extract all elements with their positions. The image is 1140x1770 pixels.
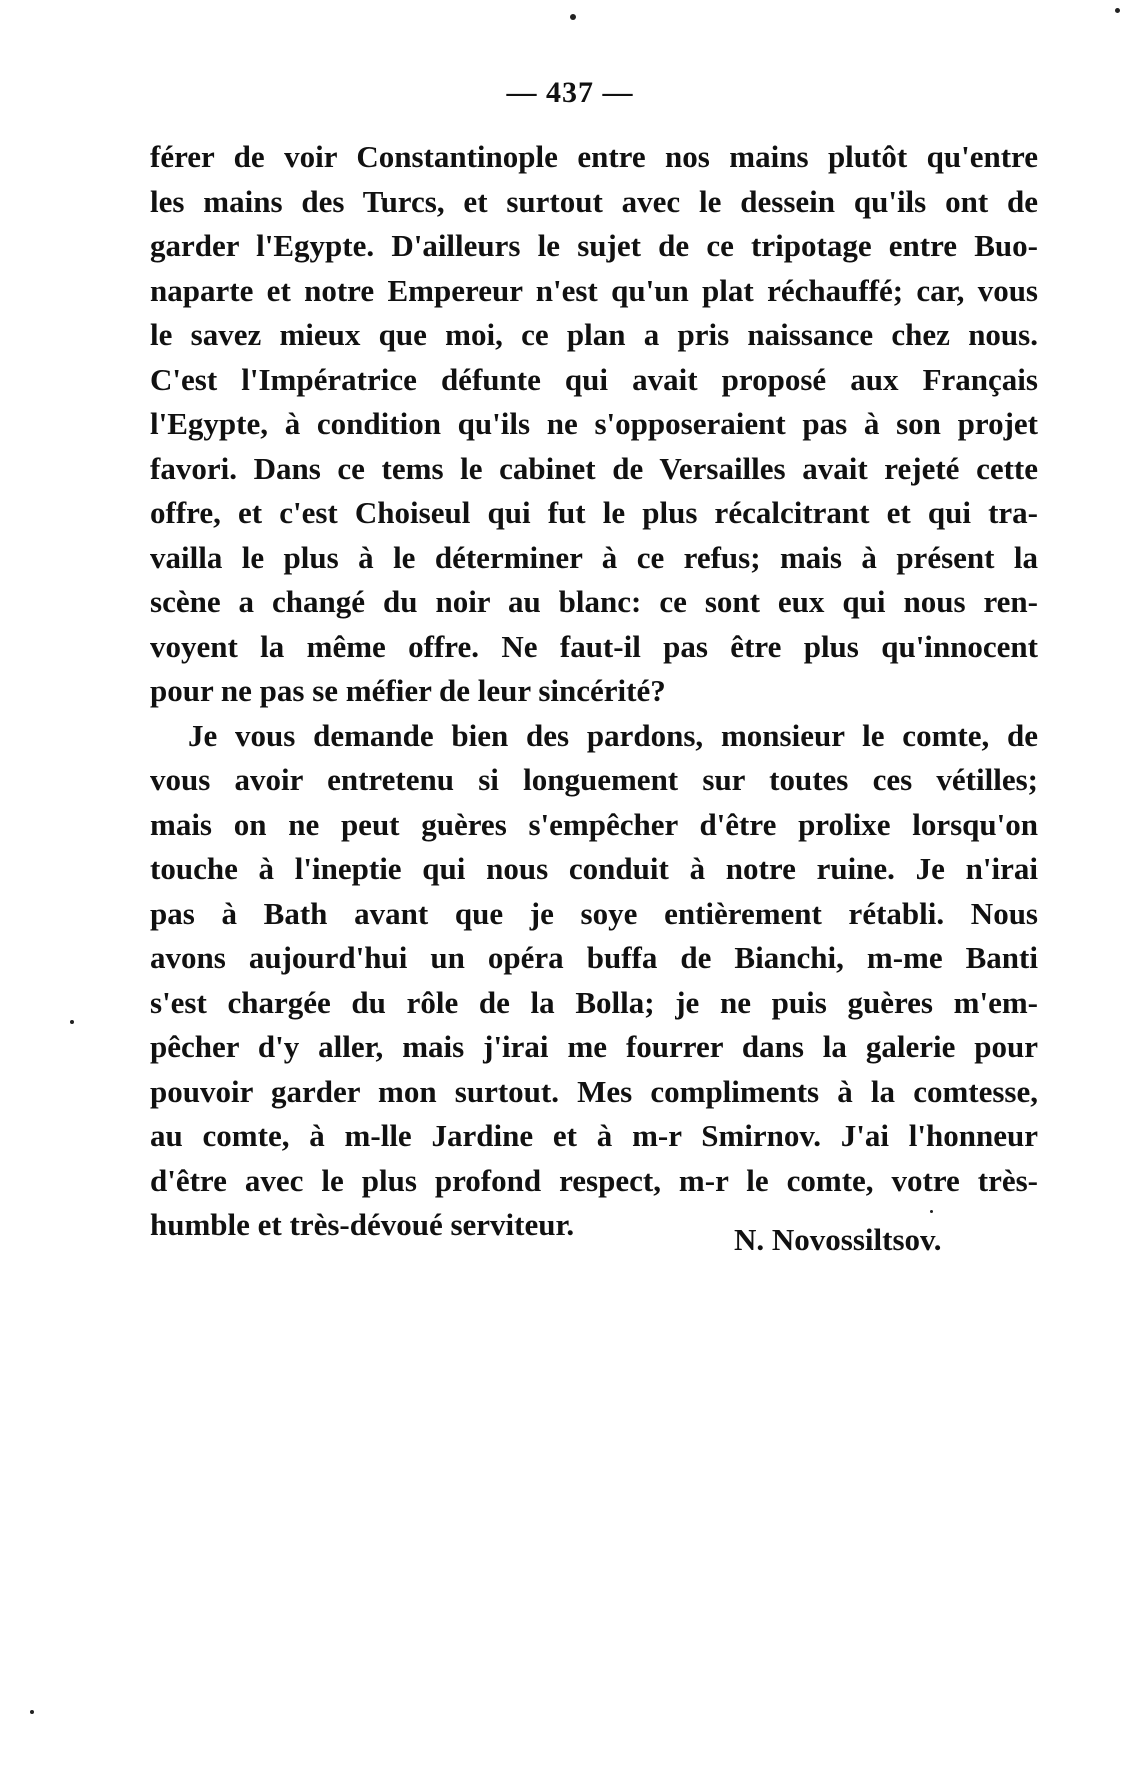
text-line: Je vous demande bien des pardons, monsieur le comte, de: [188, 717, 1038, 753]
text-line: les mains des Turcs, et surtout avec le dessein qu'ils ont de: [150, 183, 1038, 219]
text-line: s'est chargée du rôle de la Bolla; je ne puis guères m'em-: [150, 984, 1038, 1020]
scan-speck: [1115, 8, 1120, 13]
text-line: favori. Dans ce tems le cabinet de Versailles avait rejeté cette: [150, 450, 1038, 486]
signature: N. Novossiltsov.: [734, 1222, 942, 1257]
text-line: l'Egypte, à condition qu'ils ne s'opposeraient pas à son projet: [150, 406, 1038, 441]
text-line: pouvoir garder mon surtout. Mes compliments à la comtesse,: [150, 1073, 1038, 1109]
text-line: C'est l'Impératrice défunte qui avait proposé aux Français: [150, 361, 1038, 397]
text-line: pêcher d'y aller, mais j'irai me fourrer dans la galerie pour: [150, 1029, 1038, 1064]
text-line: vailla le plus à le déterminer à ce refus; mais à présent la: [150, 539, 1038, 575]
text-line: vous avoir entretenu si longuement sur toutes ces vétilles;: [150, 762, 1038, 797]
scan-speck: [570, 14, 576, 20]
text-line: mais on ne peut guères s'empêcher d'être prolixe lorsqu'on: [150, 806, 1038, 842]
text-line: garder l'Egypte. D'ailleurs le sujet de ce tripotage entre Buo-: [150, 228, 1038, 263]
scan-speck: [70, 1020, 74, 1024]
scan-speck: [930, 1210, 933, 1213]
text-line: voyent la même offre. Ne faut-il pas être plus qu'innocent: [150, 628, 1038, 664]
text-line: scène a changé du noir au blanc: ce sont eux qui nous ren-: [150, 584, 1038, 619]
text-line: d'être avec le plus profond respect, m-r le comte, votre très-: [150, 1162, 1038, 1198]
text-line: le savez mieux que moi, ce plan a pris naissance chez nous.: [150, 317, 1038, 352]
text-line: touche à l'ineptie qui nous conduit à notre ruine. Je n'irai: [150, 851, 1038, 886]
text-line: férer de voir Constantinople entre nos mains plutôt qu'entre: [150, 139, 1038, 174]
text-line: naparte et notre Empereur n'est qu'un plat réchauffé; car, vous: [150, 272, 1038, 308]
scan-speck: [30, 1710, 34, 1714]
text-line: humble et très-dévoué serviteur.: [150, 1207, 575, 1242]
text-line: au comte, à m-lle Jardine et à m-r Smirnov. J'ai l'honneur: [150, 1118, 1038, 1153]
text-line: pas à Bath avant que je soye entièrement rétabli. Nous: [150, 895, 1038, 931]
text-line: pour ne pas se méfier de leur sincérité?: [150, 673, 666, 708]
letter-body: [150, 135, 1038, 1248]
text-line: offre, et c'est Choiseul qui fut le plus récalcitrant et qui tra-: [150, 495, 1038, 530]
page-number: — 437 —: [506, 76, 634, 109]
text-line: avons aujourd'hui un opéra buffa de Bianchi, m-me Banti: [150, 940, 1038, 975]
